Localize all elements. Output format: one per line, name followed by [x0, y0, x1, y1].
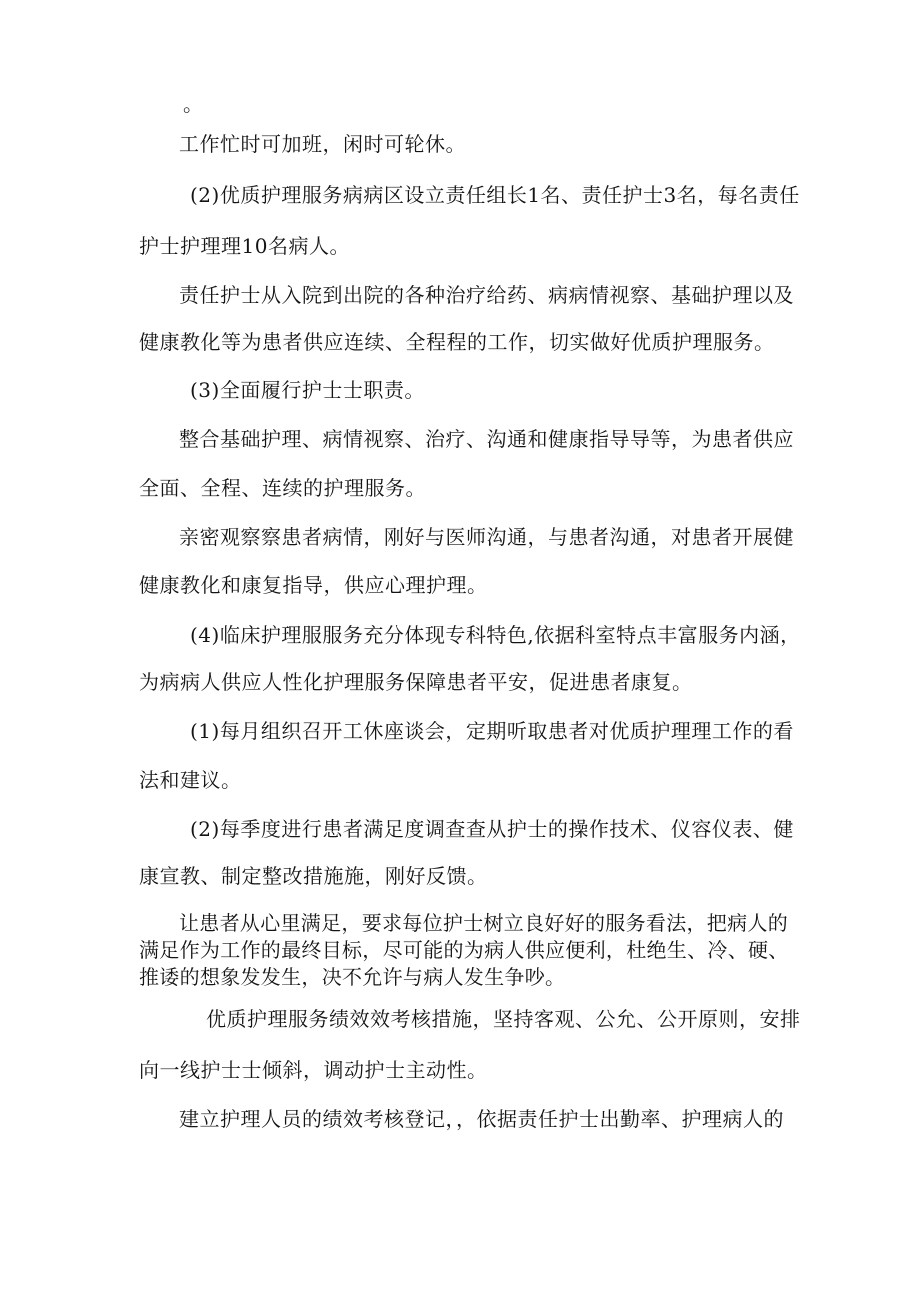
text-line: (1)每月组织召开工休座谈会，定期听取患者对优质护理理工作的看 [190, 719, 794, 743]
text-line: 。 [183, 92, 204, 116]
text-line: 法和建议。 [139, 768, 242, 792]
text-line: 工作忙时可加班，闲时可轮休。 [179, 132, 466, 156]
text-line: 向一线护士士倾斜，调动护士主动性。 [139, 1058, 488, 1082]
text-line: (3)全面履行护士士职责。 [190, 378, 425, 402]
text-line: 优质护理服务绩效效考核措施，坚持客观、公允、公开原则，安排 [206, 1007, 801, 1031]
text-line: 建立护理人员的绩效考核登记，，依据责任护士出勤率、护理病人的 [179, 1107, 784, 1131]
text-line: (4)临床护理服服务充分体现专科特色,依据科室特点丰富服务内涵， [190, 623, 801, 647]
text-line: 整合基础护理、病情视察、治疗、沟通和健康指导导等，为患者供应 [179, 427, 794, 451]
paragraph-block: 让患者从心里满足，要求每位护士树立良好好的服务看法，把病人的满足作为工作的最终目标，尽可能的为病人供应便利，杜绝生、冷、硬、推诿的想象发发生，决不允许与病人发生争吵。 [139, 911, 789, 989]
text-line: 责任护士从入院到出院的各种治疗给药、病病情视察、基础护理以及 [179, 283, 794, 307]
text-line: (2)每季度进行患者满足度调查查从护士的操作技术、仪容仪表、健 [190, 817, 794, 841]
text-line: 健康教化等为患者供应连续、全程程的工作，切实做好优质护理服务。 [139, 330, 775, 354]
text-line: 亲密观察察患者病情，刚好与医师沟通，与患者沟通，对患者开展健 [179, 525, 794, 549]
text-line: 健康教化和康复指导，供应心理护理。 [139, 573, 488, 597]
text-line: 护士护理理10名病人。 [139, 234, 350, 258]
text-line: (2)优质护理服务病病区设立责任组长1名、责任护士3名，每名责任 [190, 183, 800, 207]
text-line: 全面、全程、连续的护理服务。 [139, 476, 426, 500]
text-line: 康宣教、制定整改措施施，刚好反馈。 [139, 864, 488, 888]
text-line: 为病病人供应人性化护理服务保障患者平安，促进患者康复。 [139, 670, 693, 694]
